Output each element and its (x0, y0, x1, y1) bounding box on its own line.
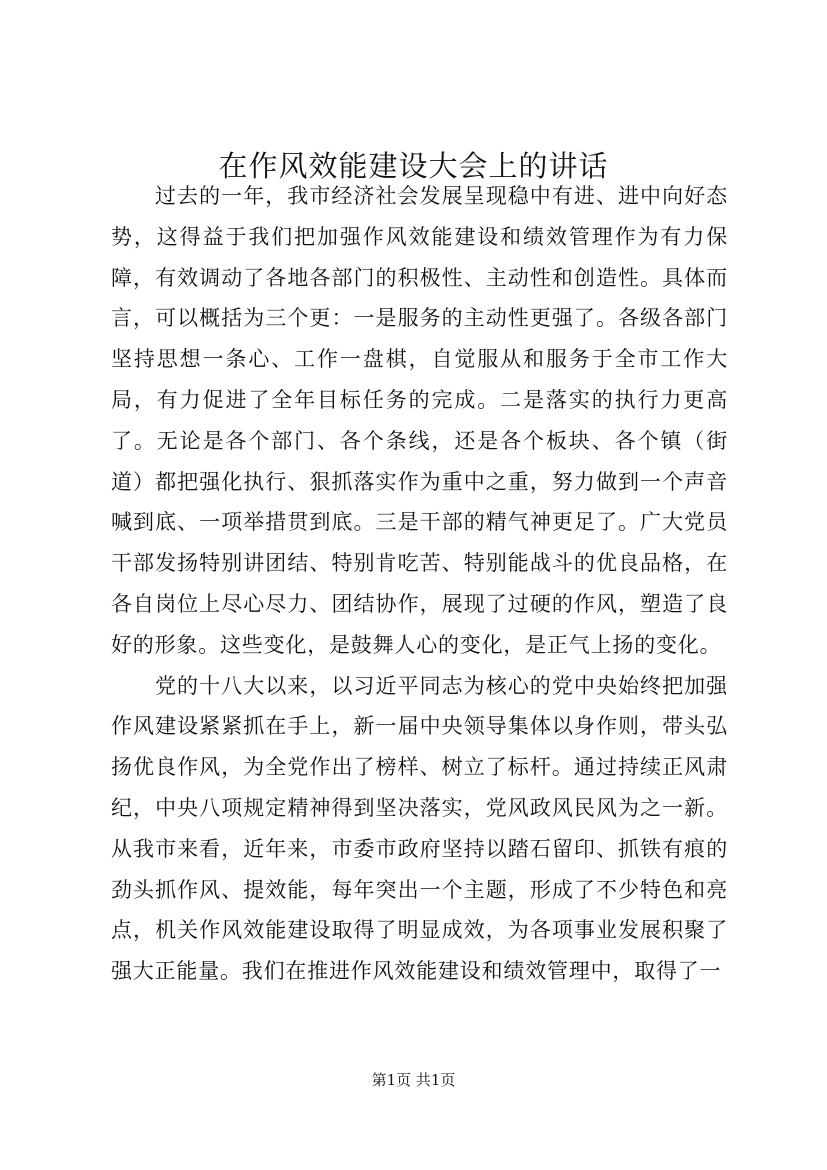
document-body (111, 176, 728, 992)
page-footer: 第1页 共1页 (371, 1071, 456, 1089)
paragraph-2: 党的十八大以来，以习近平同志为核心的党中央始终把加强作风建设紧紧抓在手上，新一届中央领导集体以身作则，带头弘扬优良作风，为全党作出了榜样、树立了标杆。通过持续正风肃纪，中央八项规定精神得到坚决落实，党风政风民风为之一新。从我市来看，近年来，市委市政府坚持以踏石留印、抓铁有痕的劲头抓作风、提效能，每年突出一个主题，形成了不少特色和亮点，机关作风效能建设取得了明显成效，为各项事业发展积聚了强大正能量。我们在推进作风效能建设和绩效管理中，取得了一 (111, 673, 728, 984)
paragraph-1: 过去的一年，我市经济社会发展呈现稳中有进、进中向好态势，这得益于我们把加强作风效能建设和绩效管理作为有力保障，有效调动了各地各部门的积极性、主动性和创造性。具体而言，可以概括为三个更：一是服务的主动性更强了。各级各部门坚持思想一条心、工作一盘棋，自觉服从和服务于全市工作大局，有力促进了全年目标任务的完成。二是落实的执行力更高了。无论是各个部门、各个条线，还是各个板块、各个镇（街道）都把强化执行、狠抓落实作为重中之重，努力做到一个声音喊到底、一项举措贯到底。三是干部的精气神更足了。广大党员干部发扬特别讲团结、特别肯吃苦、特别能战斗的优良品格，在各自岗位上尽心尽力、团结协作，展现了过硬的作风，塑造了良好的形象。这些变化，是鼓舞人心的变化，是正气上扬的变化。 (111, 184, 728, 657)
document-title: 在作风效能建设大会上的讲话 (218, 149, 609, 183)
